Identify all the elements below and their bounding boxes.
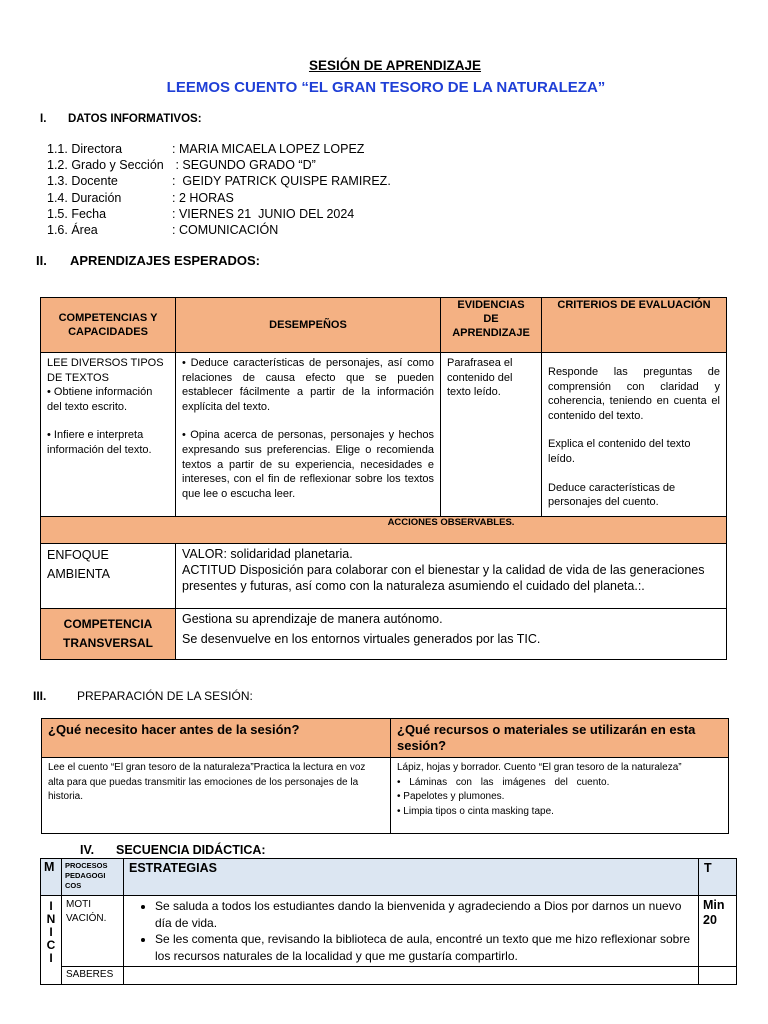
preparacion-header-row <box>42 719 729 758</box>
criterio-item: Explica el contenido del texto leído. <box>548 438 691 465</box>
capacidad-line: del texto escrito. <box>47 400 128 413</box>
inicio-letter: N <box>46 912 56 926</box>
header-m: M <box>41 859 62 896</box>
proceso-line: VACIÓN. <box>66 913 107 924</box>
info-row-grado <box>47 157 391 173</box>
transversal-row <box>41 609 727 660</box>
recurso-item: • Papelotes y plumones. <box>397 791 505 802</box>
header-criterios: CRITERIOS DE EVALUACIÓN <box>542 298 727 353</box>
estrategias-saberes <box>124 967 699 985</box>
competencia-line: LEE DIVERSOS TIPOS <box>47 357 164 369</box>
estrategias-motivacion <box>124 896 699 967</box>
evidencia-line: texto leído. <box>447 386 501 399</box>
document-subtitle: LEEMOS CUENTO “EL GRAN TESORO DE LA NATURALEZA” <box>166 79 606 96</box>
cell-criterios <box>542 353 727 517</box>
spacer <box>182 414 434 428</box>
section-3-heading <box>33 689 253 703</box>
competencias-body-row <box>41 353 727 517</box>
spacer <box>548 467 720 481</box>
info-row-fecha <box>47 206 391 222</box>
proceso-line: MOTI <box>66 899 91 910</box>
competencias-table <box>40 297 727 660</box>
header-recursos: ¿Qué recursos o materiales se utilizarán en esta sesión? <box>391 719 729 758</box>
section-3-title: PREPARACIÓN DE LA SESIÓN: <box>77 689 253 703</box>
info-value: : 2 HORAS <box>172 190 234 205</box>
info-value: : COMUNICACIÓN <box>172 222 279 237</box>
header-line: EVIDENCIAS <box>457 299 525 311</box>
info-row-duracion <box>47 190 391 206</box>
preparacion-body-row <box>42 758 729 834</box>
cell-evidencias <box>441 353 542 517</box>
spacer <box>47 414 169 428</box>
criterio-item: Deduce características de personajes del cuento. <box>548 481 676 509</box>
inicio-letter: I <box>49 925 53 939</box>
header-line: APRENDIZAJE <box>452 327 530 339</box>
document-title: SESIÓN DE APRENDIZAJE <box>308 58 482 73</box>
capacidad-line: • Obtiene información <box>47 386 153 399</box>
acciones-observables-bar: ACCIONES OBSERVABLES. <box>41 517 727 544</box>
secuencia-table <box>40 858 737 985</box>
header-estrategias: ESTRATEGIAS <box>124 859 699 896</box>
header-antes: ¿Qué necesito hacer antes de la sesión? <box>42 719 391 758</box>
header-line: CAPACIDADES <box>68 326 148 338</box>
inicio-vertical-label <box>41 896 62 985</box>
info-label: 1.3. Docente <box>47 174 118 189</box>
header-t: T <box>699 859 737 896</box>
inicio-letter: I <box>49 899 53 913</box>
criterio-item: Responde las preguntas de comprensión con claridad y coherencia, teniendo en cuenta el contenido del texto. <box>548 366 720 422</box>
tiempo-line: 20 <box>703 913 717 927</box>
header-line: DE <box>483 313 499 325</box>
proceso-motivacion <box>62 896 124 967</box>
estrategias-list <box>129 898 690 964</box>
competencias-header-row <box>41 298 727 353</box>
enfoque-actitud: ACTITUD Disposición para colaborar con el bienestar y la calidad de vida de las generaciones presentes y futuras, así como con la naturaleza asumiendo el cuidado del planeta.:. <box>182 563 705 593</box>
info-value: : GEIDY PATRICK QUISPE RAMIREZ. <box>172 174 391 189</box>
tiempo-line: Min <box>703 898 725 912</box>
header-line: PEDAGOGI <box>65 871 106 880</box>
transversal-item: Se desenvuelve en los entornos virtuales generados por las TIC. <box>182 632 541 646</box>
section-4-heading <box>80 843 266 857</box>
section-4-title: SECUENCIA DIDÁCTICA: <box>116 843 266 857</box>
secuencia-header-row <box>41 859 737 896</box>
header-line: COS <box>65 881 82 890</box>
proceso-saberes: SABERES <box>62 967 124 985</box>
info-list <box>47 141 391 238</box>
info-label: 1.6. Área <box>47 222 98 237</box>
section-1-number: I. <box>40 113 47 125</box>
inicio-letter: I <box>49 951 53 965</box>
estrategia-item: • Se les comenta que, revisando la biblioteca de aula, encontré un texto que me hizo reflexionar sobre los recursos naturales de la localidad y que me gustaría compartirlo. <box>155 931 690 964</box>
info-label: 1.1. Directora <box>47 142 123 156</box>
acciones-row <box>41 517 727 544</box>
tiempo-motivacion <box>699 896 737 967</box>
enfoque-label-cell <box>41 544 176 609</box>
desempeno-item: • Opina acerca de personas, personajes y hechos expresando sus preferencias. Elige o recomienda textos a partir de su experiencia, necesidades e intereses, con el fin de reflexionar sobre los textos que lee o escucha leer. <box>182 429 434 500</box>
info-row-area <box>47 222 391 238</box>
recurso-item: Lápiz, hojas y borrador. Cuento “El gran tesoro de la naturaleza” <box>397 762 682 773</box>
transversal-label-cell <box>41 609 176 660</box>
section-2-heading <box>36 253 260 268</box>
section-2-title: APRENDIZAJES ESPERADOS: <box>70 253 260 268</box>
section-1-title: DATOS INFORMATIVOS: <box>68 113 202 125</box>
motivacion-row <box>41 896 737 967</box>
info-row-directora <box>47 141 391 157</box>
recurso-item: • Limpia tipos o cinta masking tape. <box>397 805 554 817</box>
evidencia-line: contenido del <box>447 371 513 384</box>
saberes-row <box>41 967 737 985</box>
spacer <box>548 423 720 437</box>
cell-recursos <box>391 758 729 834</box>
info-label: 1.2. Grado y Sección <box>47 158 164 173</box>
enfoque-label: ENFOQUE <box>47 548 109 562</box>
desempeno-item: • Deduce características de personajes, así como relaciones de causa efecto que se pueden establecer fácilmente a partir de la información explícita del texto. <box>182 357 434 413</box>
info-label: 1.4. Duración <box>47 190 122 205</box>
section-4-number: IV. <box>80 843 95 857</box>
section-2-number: II. <box>36 253 47 268</box>
info-value: : VIERNES 21 JUNIO DEL 2024 <box>172 206 355 221</box>
info-label: 1.5. Fecha <box>47 206 107 221</box>
enfoque-label: AMBIENTA <box>47 567 110 581</box>
info-value: : MARIA MICAELA LOPEZ LOPEZ <box>172 142 365 156</box>
info-value: : SEGUNDO GRADO “D” <box>172 158 316 173</box>
cell-competencias <box>41 353 176 517</box>
header-line: COMPETENCIAS Y <box>58 312 158 324</box>
transversal-item: Gestiona su aprendizaje de manera autónomo. <box>182 612 443 626</box>
transversal-label: TRANSVERSAL <box>62 636 153 650</box>
header-competencias <box>41 298 176 353</box>
preparacion-table <box>41 718 729 834</box>
transversal-content-cell <box>176 609 727 660</box>
tiempo-saberes <box>699 967 737 985</box>
header-procesos <box>62 859 124 896</box>
info-row-docente <box>47 173 391 189</box>
cell-desempenos <box>176 353 441 517</box>
capacidad-line: información del texto. <box>47 443 152 456</box>
section-1-heading <box>40 113 202 125</box>
capacidad-line: • Infiere e interpreta <box>47 429 144 442</box>
recurso-item: • Láminas con las imágenes del cuento. <box>397 776 610 788</box>
transversal-label: COMPETENCIA <box>63 617 153 631</box>
competencia-line: DE TEXTOS <box>47 371 109 384</box>
enfoque-valor: VALOR: solidaridad planetaria. <box>182 547 353 561</box>
inicio-letter: C <box>46 938 56 952</box>
cell-antes: Lee el cuento “El gran tesoro de la naturaleza”Practica la lectura en voz alta para que puedas transmitir las emociones de los personajes de la historia. <box>42 758 391 834</box>
section-3-number: III. <box>33 689 47 703</box>
header-evidencias <box>441 298 542 353</box>
header-desempenos: DESEMPEÑOS <box>176 298 441 353</box>
estrategia-item: • Se saluda a todos los estudiantes dando la bienvenida y agradeciendo a Dios por darnos un nuevo día de vida. <box>155 898 690 931</box>
enfoque-content-cell <box>176 544 727 609</box>
enfoque-row <box>41 544 727 609</box>
header-line: PROCESOS <box>65 861 108 870</box>
evidencia-line: Parafrasea el <box>447 357 513 369</box>
